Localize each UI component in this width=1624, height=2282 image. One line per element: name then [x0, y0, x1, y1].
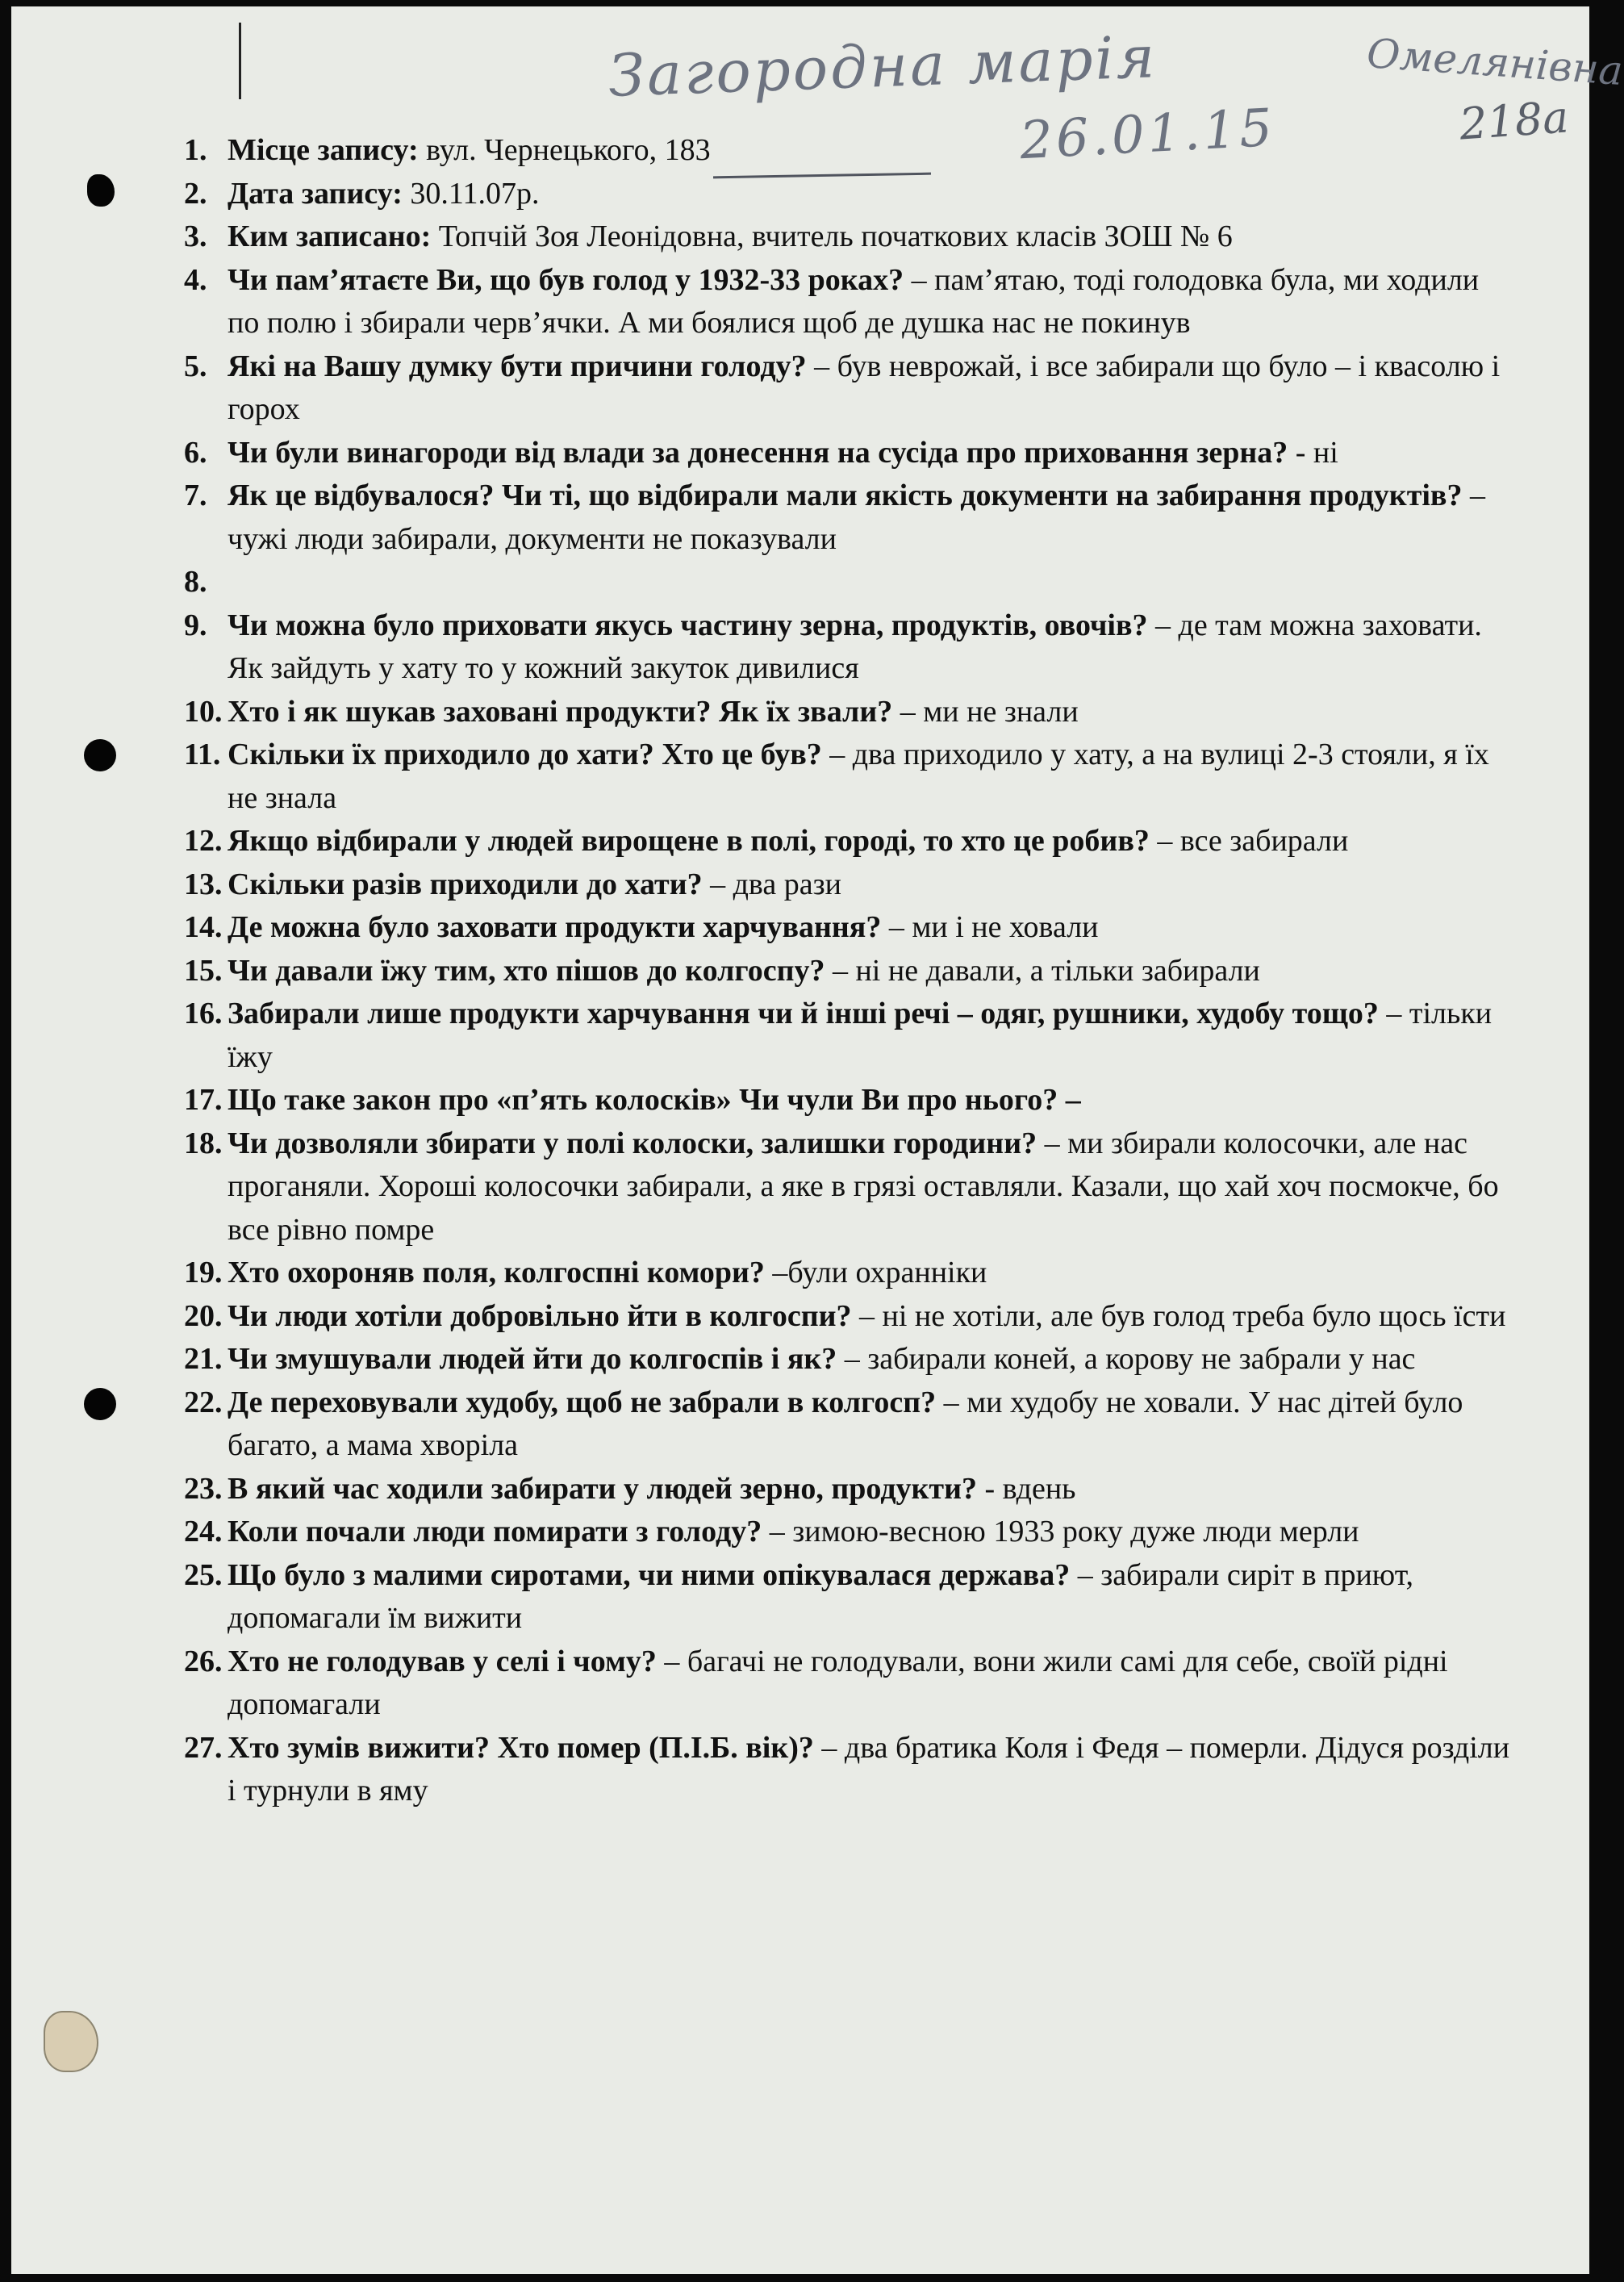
list-item: [184, 1338, 1515, 1381]
list-item: [184, 1079, 1515, 1122]
item-answer: – ні не хотіли, але був голод треба було щось їсти: [851, 1298, 1506, 1333]
item-answer: – ні не давали, а тільки забирали: [825, 953, 1260, 988]
handwritten-surname: Омелянівна: [1365, 29, 1624, 95]
item-number: 25.: [184, 1557, 223, 1592]
item-answer: – забирали сиріт в приют, допомагали їм вижити: [228, 1557, 1413, 1635]
list-item: [184, 259, 1515, 345]
item-question: Які на Вашу думку бути причини голоду?: [228, 349, 807, 383]
list-item: [184, 1468, 1515, 1511]
item-answer: - вдень: [977, 1471, 1076, 1506]
item-question: Де переховували худобу, щоб не забрали в колгосп?: [228, 1385, 937, 1419]
item-question: Хто не голодував у селі і чому?: [228, 1644, 657, 1678]
item-answer: – зимою-весною 1933 року дуже люди мерли: [762, 1515, 1359, 1548]
item-number: 5.: [184, 349, 207, 383]
item-question: Чи люди хотіли добровільно йти в колгоспи?: [228, 1298, 852, 1333]
interview-list: [184, 129, 1515, 1813]
item-answer: –були охранніки: [764, 1256, 987, 1289]
item-number: 24.: [184, 1515, 223, 1548]
item-question: Чи давали їжу тим, хто пішов до колгоспу?: [228, 953, 825, 988]
item-answer: 30.11.07р.: [402, 176, 540, 211]
item-number: 21.: [184, 1342, 223, 1376]
item-number: 7.: [184, 479, 207, 512]
item-answer: – багачі не голодували, вони жили самі для себе, своїй рідні допомагали: [228, 1644, 1448, 1721]
item-answer: - ні: [1288, 435, 1338, 470]
item-number: 11.: [184, 738, 221, 771]
item-question: Хто охороняв поля, колгоспні комори?: [228, 1256, 765, 1289]
item-answer: – два приходило у хату, а на вулиці 2-3 стояли, я їх не знала: [228, 738, 1489, 815]
item-number: 26.: [184, 1644, 223, 1678]
item-number: 13.: [184, 867, 223, 901]
item-answer: – два рази: [702, 867, 841, 901]
item-number: 2.: [184, 176, 207, 211]
list-item: [184, 1295, 1515, 1339]
item-question: Чи дозволяли збирати у полі колоски, залишки городини?: [228, 1126, 1037, 1160]
item-question: Хто і як шукав заховані продукти? Як їх звали?: [228, 694, 893, 729]
item-answer: – два братика Коля і Федя – померли. Дідуся розділи і турнули в яму: [228, 1730, 1510, 1808]
list-item: [184, 1122, 1515, 1252]
punch-hole: [87, 174, 115, 207]
item-number: 17.: [184, 1083, 223, 1117]
item-answer: – пам’ятаю, тоді голодовка була, ми ходили по полю і збирали черв’ячки. А ми боялися щоб де душка нас не покинув: [228, 262, 1480, 340]
document-page: [11, 6, 1624, 2274]
torn-corner-patch: [44, 2011, 98, 2072]
handwritten-date: 26.01.15: [1018, 98, 1277, 172]
item-number: 4.: [184, 262, 207, 297]
item-number: 18.: [184, 1126, 223, 1160]
item-question: Чи можна було приховати якусь частину зерна, продуктів, овочів?: [228, 608, 1148, 642]
list-item: [184, 993, 1515, 1079]
handwritten-code: 218а: [1457, 91, 1571, 150]
punch-hole: [84, 1388, 116, 1420]
item-question: Як це відбувалося? Чи ті, що відбирали мали якість документи на забирання продуктів?: [228, 479, 1463, 512]
item-question: Де можна було заховати продукти харчування?: [228, 910, 882, 944]
list-item: [184, 432, 1515, 475]
list-item: [184, 820, 1515, 863]
list-item: [184, 561, 1515, 604]
item-number: 9.: [184, 608, 207, 642]
list-item: [184, 1640, 1515, 1727]
item-answer: – чужі люди забирали, документи не показували: [228, 479, 1485, 556]
item-number: 19.: [184, 1256, 223, 1289]
list-item: [184, 474, 1515, 561]
list-item: [184, 1252, 1515, 1295]
item-question: Що таке закон про «п’ять колосків» Чи чули Ви про нього? –: [228, 1083, 1081, 1117]
item-number: 8.: [184, 565, 207, 599]
list-item: [184, 863, 1515, 907]
item-question: Хто зумів вижити? Хто помер (П.І.Б. вік)?: [228, 1730, 814, 1765]
list-item: [184, 1727, 1515, 1813]
item-question: Чи були винагороди від влади за донесення на сусіда про приховання зерна?: [228, 435, 1288, 470]
item-number: 10.: [184, 694, 223, 729]
item-answer: – тільки їжу: [228, 997, 1492, 1074]
list-item: [184, 691, 1515, 734]
item-answer: Топчій Зоя Леонідовна, вчитель початкових класів ЗОШ № 6: [431, 219, 1233, 253]
list-item: [184, 1554, 1515, 1640]
item-number: 16.: [184, 997, 223, 1030]
item-number: 14.: [184, 910, 223, 944]
item-answer: – ми худобу не ховали. У нас дітей було багато, а мама хворіла: [228, 1385, 1463, 1462]
list-item: [184, 129, 1515, 173]
list-item: [184, 604, 1515, 691]
item-answer: – ми і не ховали: [881, 910, 1099, 944]
item-number: 3.: [184, 219, 207, 253]
item-answer: – все забирали: [1149, 824, 1349, 858]
list-item: [184, 950, 1515, 993]
item-number: 20.: [184, 1298, 223, 1333]
item-question: Якщо відбирали у людей вирощене в полі, городі, то хто це робив?: [228, 824, 1150, 858]
list-item: [184, 1511, 1515, 1554]
item-question: Дата запису:: [228, 176, 403, 211]
list-item: [184, 906, 1515, 950]
item-answer: – був неврожай, і все забирали що було – і квасолю і горох: [228, 349, 1501, 426]
item-number: 22.: [184, 1385, 223, 1419]
item-number: 6.: [184, 435, 207, 470]
item-question: В який час ходили забирати у людей зерно, продукти?: [228, 1471, 977, 1506]
handwritten-name: Загородна марія: [607, 23, 1159, 110]
item-answer: – ми не знали: [892, 694, 1079, 729]
list-item: [184, 215, 1515, 259]
item-question: Скільки разів приходили до хати?: [228, 867, 703, 901]
punch-hole: [84, 739, 116, 771]
item-question: Що було з малими сиротами, чи ними опікувалася держава?: [228, 1557, 1071, 1592]
item-number: 1.: [184, 133, 207, 167]
item-answer: – ми збирали колосочки, але нас проганяли. Хороші колосочки забирали, а яке в грязі оставляли. Казали, що хай хоч посмокче, бо все рівно помре: [228, 1126, 1499, 1247]
item-question: Чи пам’ятаєте Ви, що був голод у 1932-33 роках?: [228, 262, 904, 297]
list-item: [184, 173, 1515, 216]
item-answer: – забирали коней, а корову не забрали у нас: [837, 1342, 1416, 1376]
margin-mark: [239, 23, 241, 99]
item-question: Коли почали люди помирати з голоду?: [228, 1515, 762, 1548]
item-answer: вул. Чернецького, 183: [418, 133, 711, 167]
list-item: [184, 1381, 1515, 1468]
item-question: Скільки їх приходило до хати? Хто це був?: [228, 738, 822, 771]
item-question: Чи змушували людей йти до колгоспів і як?: [228, 1342, 837, 1376]
item-question: Забирали лише продукти харчування чи й інші речі – одяг, рушники, худобу тощо?: [228, 997, 1379, 1030]
item-answer: – де там можна заховати. Як зайдуть у хату то у кожний закуток дивилися: [228, 608, 1482, 685]
item-number: 15.: [184, 953, 223, 988]
item-number: 27.: [184, 1730, 223, 1765]
item-question: Ким записано:: [228, 219, 432, 253]
item-number: 12.: [184, 824, 223, 858]
item-question: Місце запису:: [228, 133, 419, 167]
item-number: 23.: [184, 1471, 223, 1506]
list-item: [184, 734, 1515, 820]
list-item: [184, 345, 1515, 432]
